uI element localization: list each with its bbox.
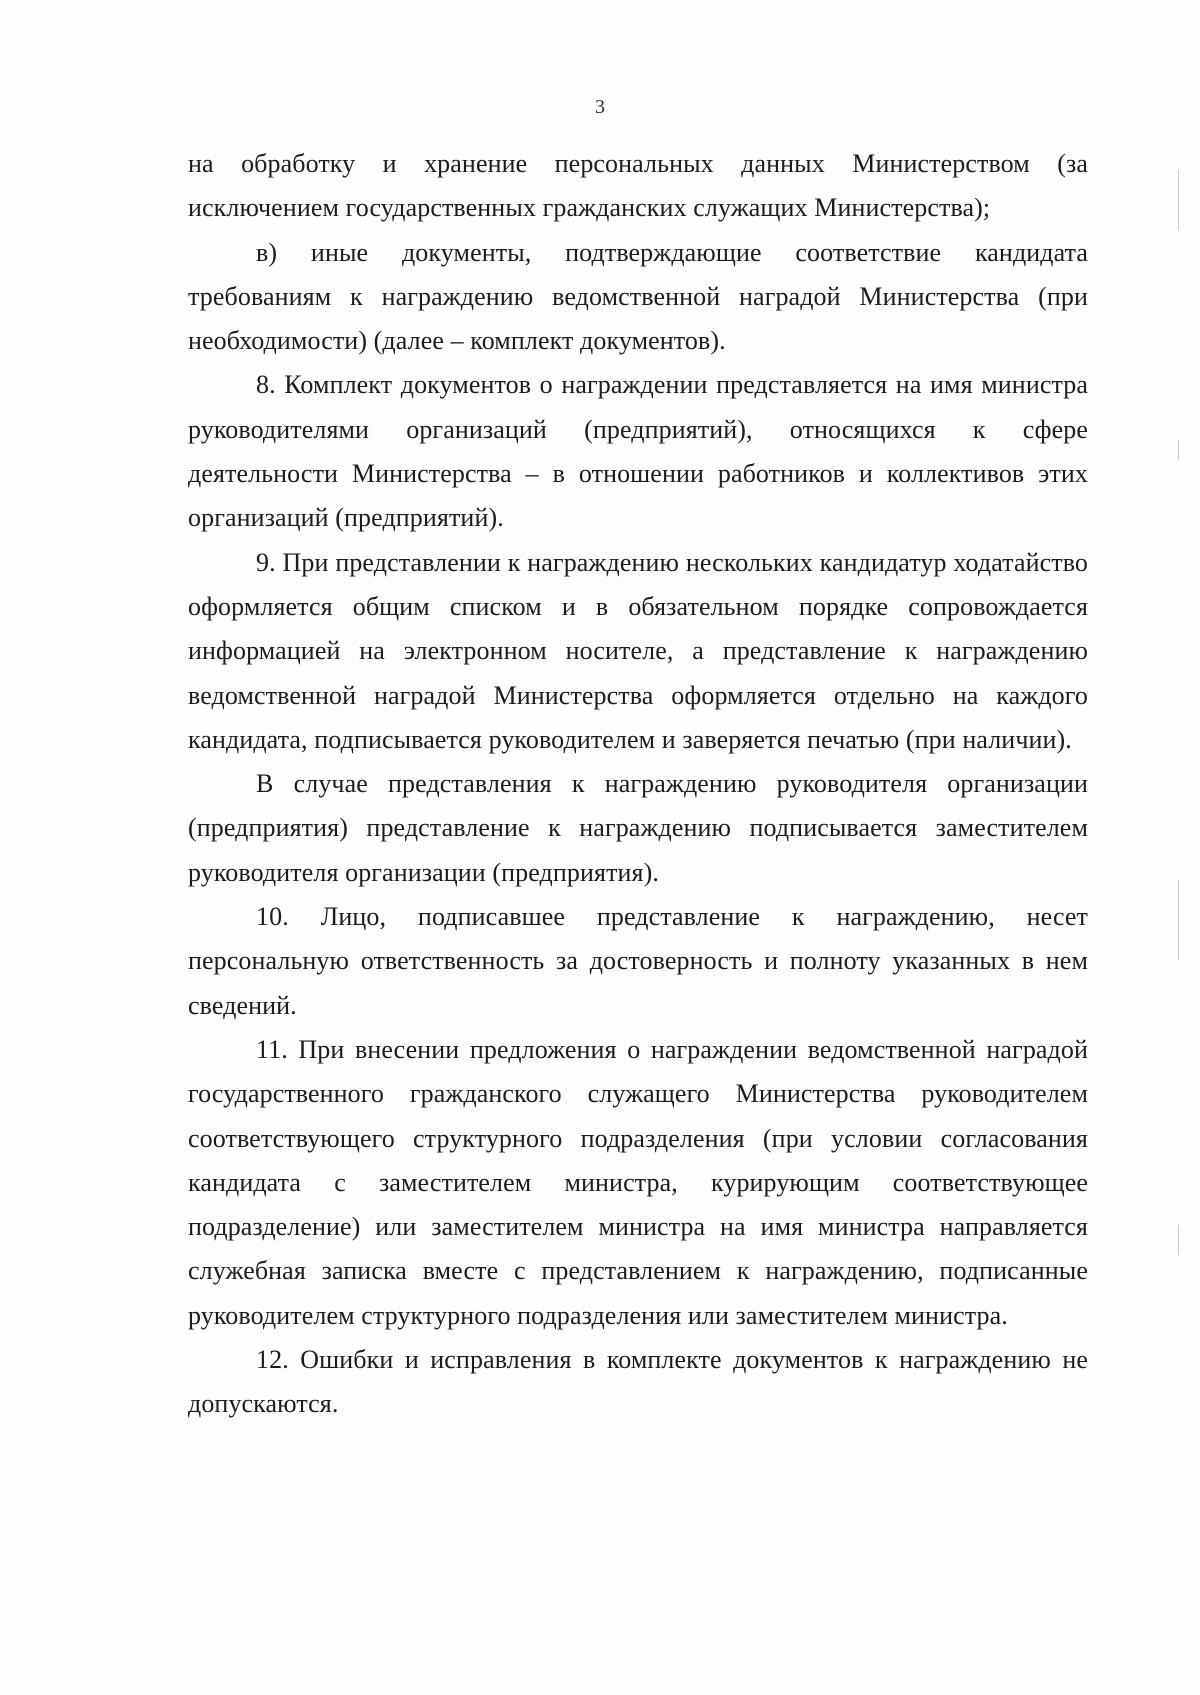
scan-mark <box>1178 170 1179 230</box>
paragraph-9-note: В случае представления к награждению руководителя организации (предприятия) представление к награждению подписывается заместителем руководителя организации (предприятия). <box>188 769 1088 887</box>
paragraph-item-v: в) иные документы, подтверждающие соответствие кандидата требованиям к награждению ведомственной наградой Министерства (при необходимости) (далее – комплект документов). <box>188 237 1088 356</box>
page-number: 3 <box>595 96 605 118</box>
paragraph-9: 9. При представлении к награждению нескольких кандидатур ходатайство оформляется общим списком и в обязательном порядке сопровождается информацией на электронном носителе, а представление к награждению ведомственной наградой Министерства оформляется отдельно на каждого кандидата, подписывается руководителем и заверяется печатью (при наличии). <box>188 547 1088 754</box>
paragraph-8: 8. Комплект документов о награждении представляется на имя министра руководителями организаций (предприятий), относящихся к сфере деятельности Министерства – в отношении работников и коллективов этих организаций (предприятий). <box>188 370 1088 533</box>
paragraph-11: 11. При внесении предложения о награждении ведомственной наградой государственного гражданского служащего Министерства руководителем соответствующего структурного подразделения (при условии согласования кандидата с заместителем министра, курирующим соответствующее подразделение) или заместителем министра на имя министра направляется служебная записка вместе с представлением к награждению, подписанные руководителем структурного подразделения или заместителем министра. <box>188 1034 1088 1330</box>
paragraph-continuation: на обработку и хранение персональных данных Министерством (за исключением государственных гражданских служащих Министерства); <box>188 149 1088 223</box>
scan-mark <box>1178 880 1179 960</box>
scan-mark <box>1178 1225 1179 1255</box>
scan-mark <box>1178 440 1179 460</box>
paragraph-12: 12. Ошибки и исправления в комплекте документов к награждению не допускаются. <box>188 1345 1088 1419</box>
paragraph-10: 10. Лицо, подписавшее представление к награждению, несет персональную ответственность за достоверность и полноту указанных в нем сведений. <box>188 902 1088 1020</box>
document-body <box>188 142 1088 1427</box>
